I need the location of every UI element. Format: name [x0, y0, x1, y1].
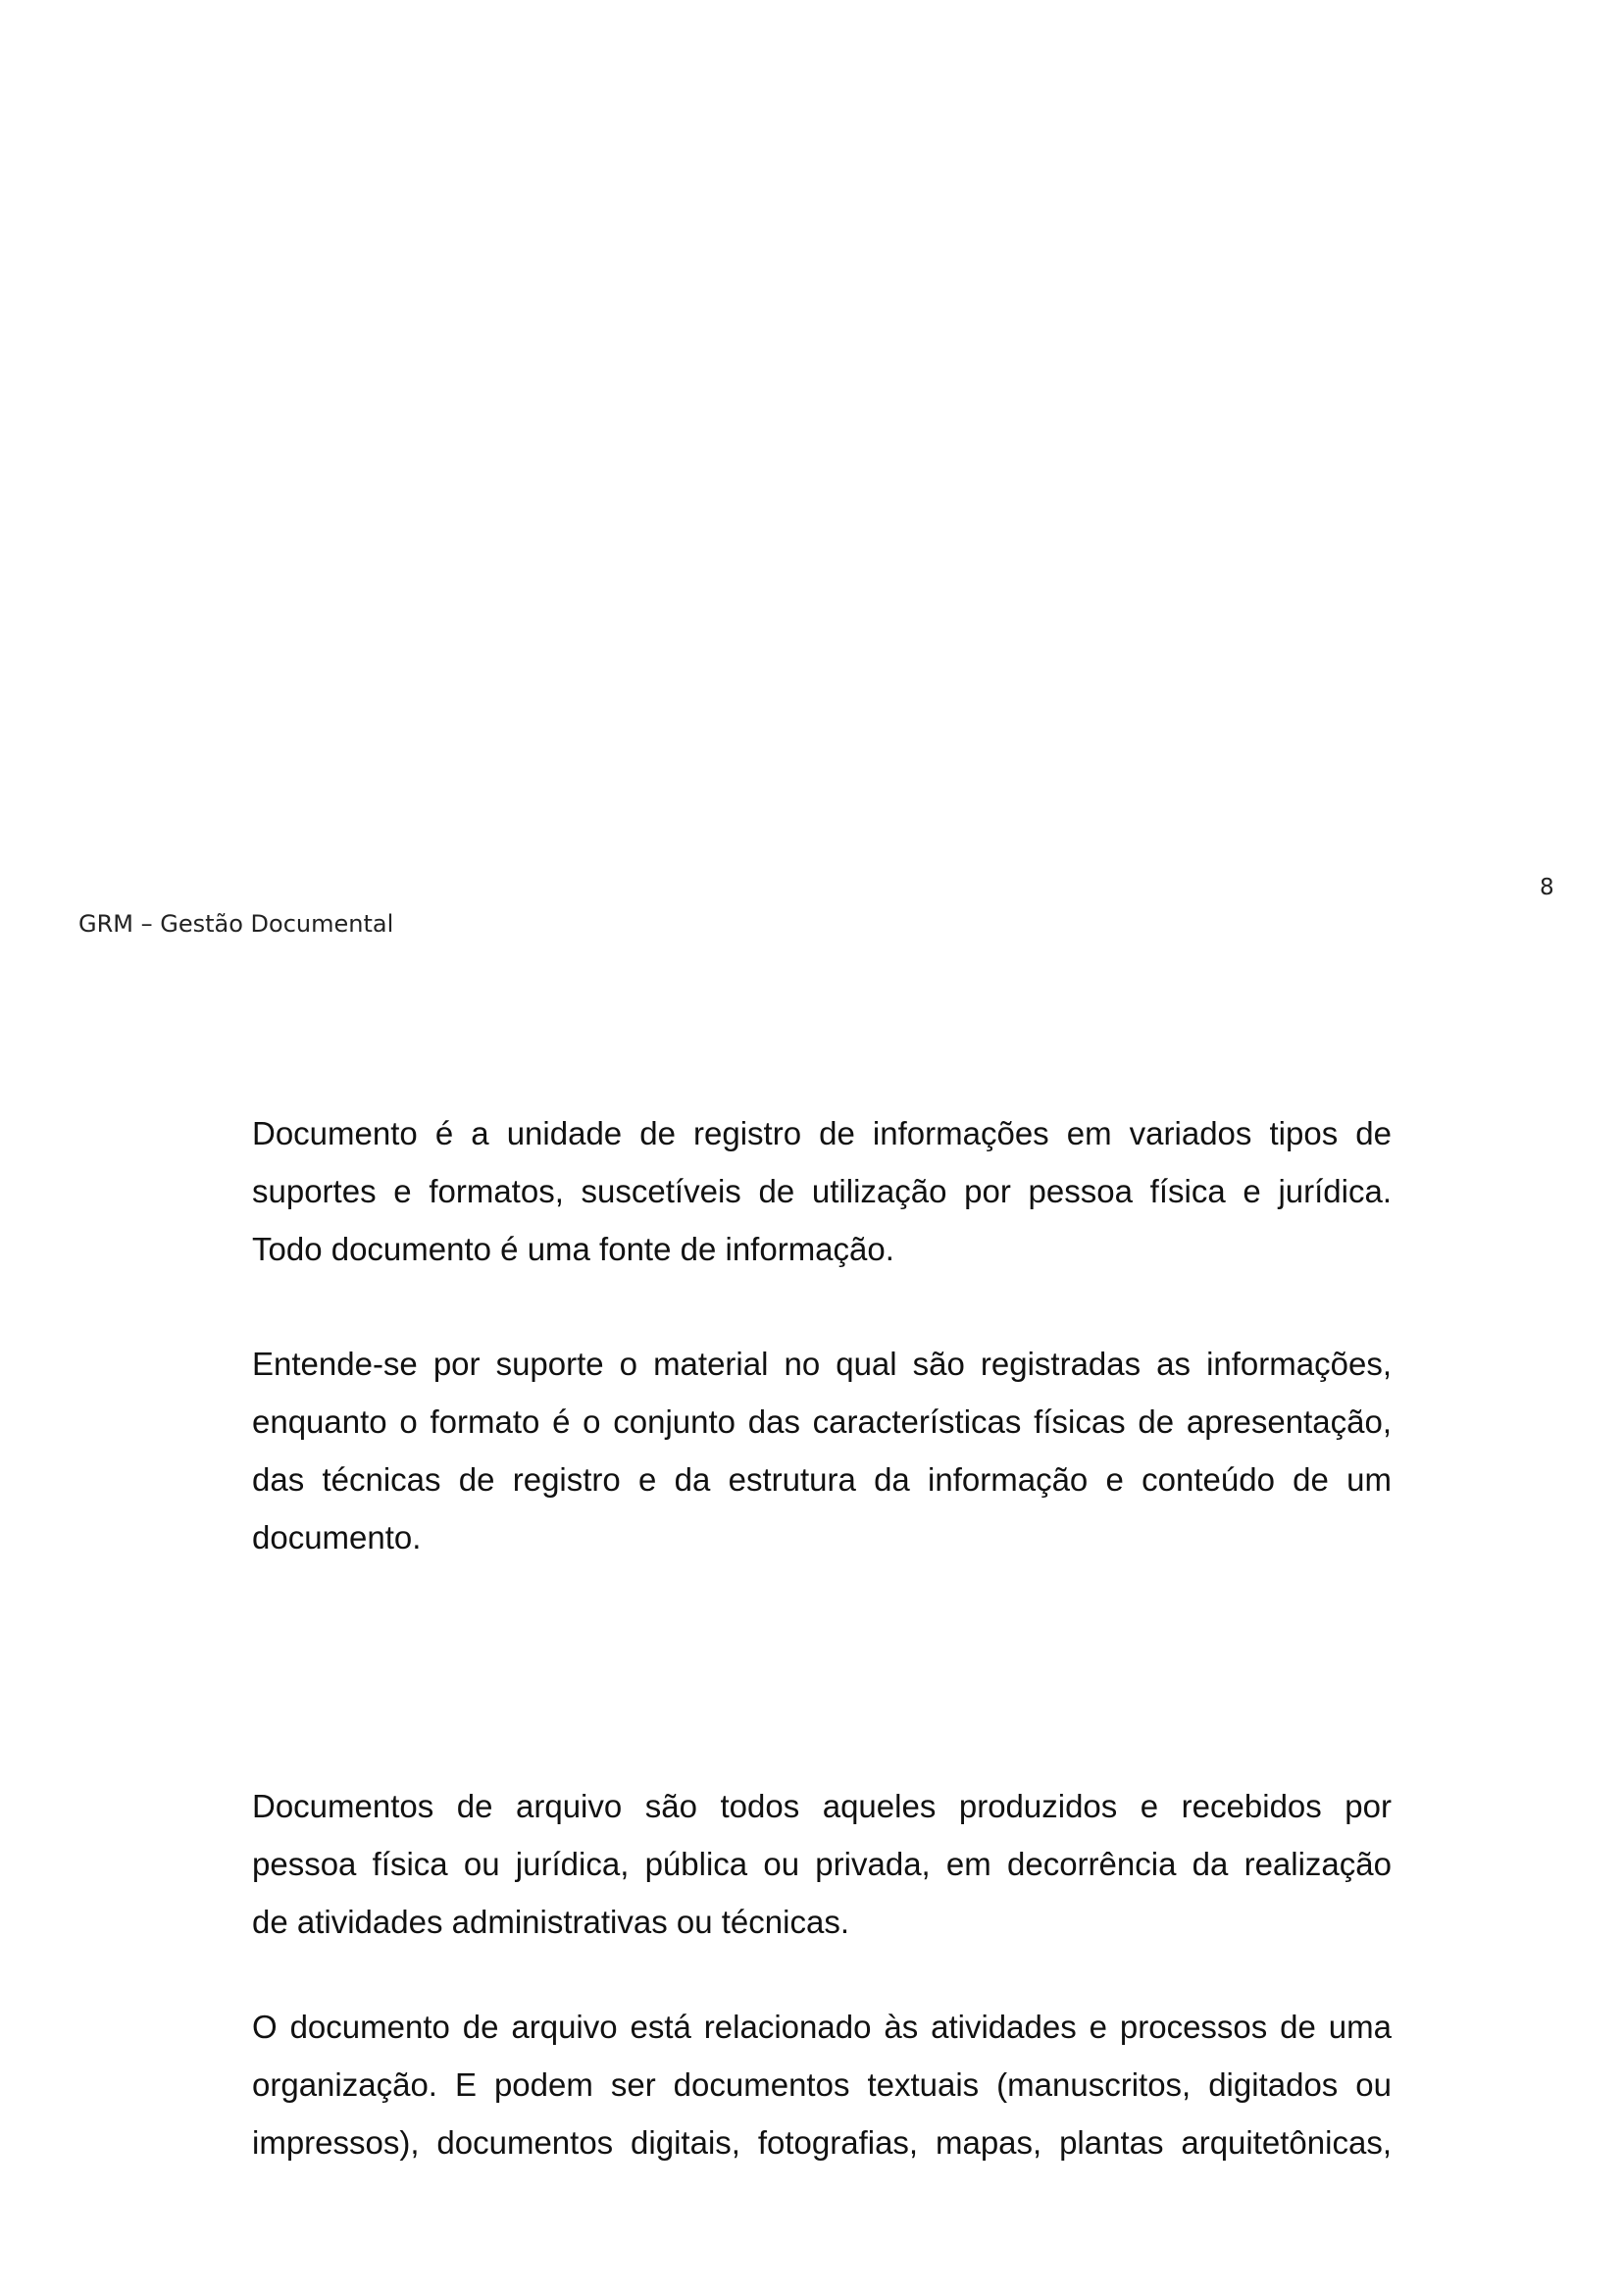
- paragraph-line: O documento de arquivo está relacionado às atividades e processos de uma: [252, 2009, 1392, 2045]
- paragraph-archive-types: [252, 1998, 1392, 2171]
- paragraph-line: pessoa física ou jurídica, pública ou privada, em decorrência da realização: [252, 1846, 1392, 1882]
- paragraph-line: organização. E podem ser documentos textuais (manuscritos, digitados ou: [252, 2066, 1392, 2103]
- paragraph-support-format: [252, 1335, 1392, 1566]
- paragraph-document-definition: [252, 1104, 1392, 1278]
- document-header-label: GRM – Gestão Documental: [78, 910, 394, 938]
- paragraph-line: Documento é a unidade de registro de informações em variados tipos de: [252, 1115, 1392, 1151]
- page-number: 8: [1540, 875, 1554, 900]
- paragraph-line: Entende-se por suporte o material no qual são registradas as informações,: [252, 1346, 1392, 1382]
- paragraph-line: Todo documento é uma fonte de informação.: [252, 1231, 894, 1267]
- paragraph-archive-documents: [252, 1777, 1392, 1951]
- paragraph-line: das técnicas de registro e da estrutura da informação e conteúdo de um: [252, 1461, 1392, 1498]
- paragraph-line: impressos), documentos digitais, fotografias, mapas, plantas arquitetônicas,: [252, 2124, 1392, 2161]
- paragraph-line: Documentos de arquivo são todos aqueles produzidos e recebidos por: [252, 1788, 1392, 1824]
- paragraph-line: de atividades administrativas ou técnicas.: [252, 1904, 849, 1940]
- paragraph-line: documento.: [252, 1519, 422, 1555]
- paragraph-line: enquanto o formato é o conjunto das características físicas de apresentação,: [252, 1403, 1392, 1440]
- paragraph-line: suportes e formatos, suscetíveis de utilização por pessoa física e jurídica.: [252, 1173, 1392, 1209]
